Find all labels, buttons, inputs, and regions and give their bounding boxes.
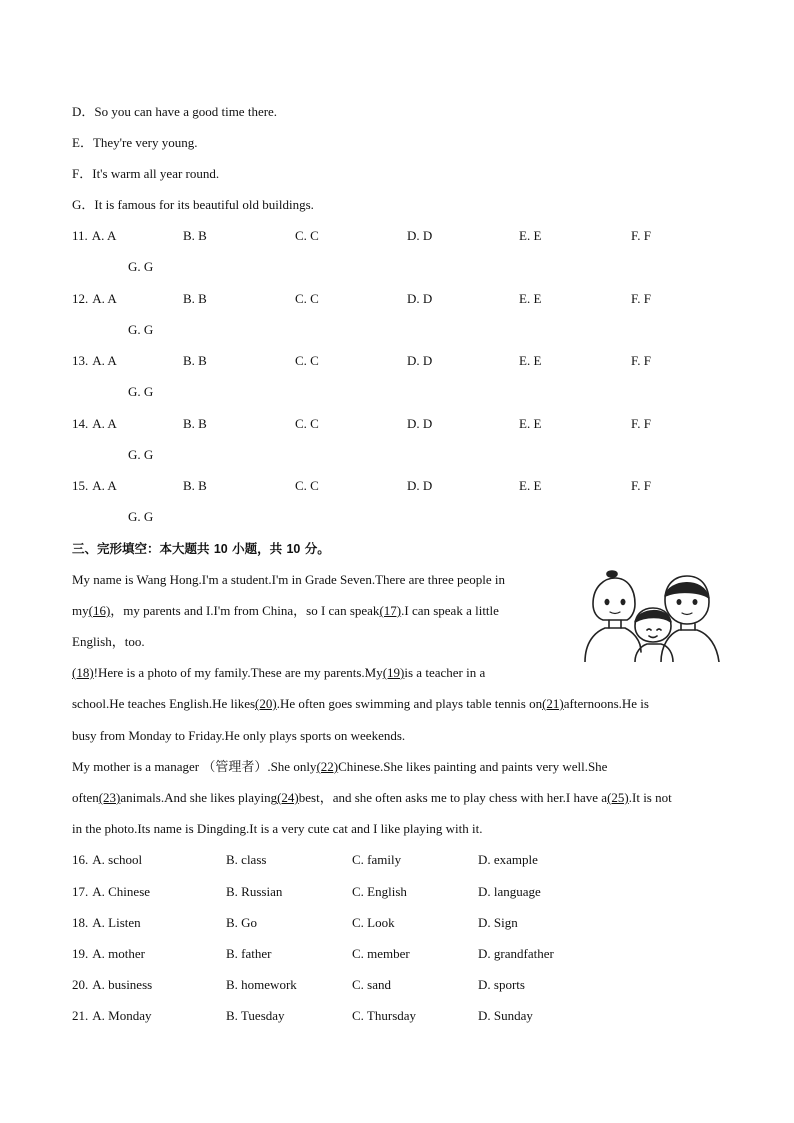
question-start [72, 946, 145, 962]
question-number: 13. [72, 353, 89, 368]
passage-text: .He often goes swimming and plays table tennis on [276, 696, 543, 711]
choice-option: C. Thursday [352, 1008, 417, 1023]
choice-option: F. F [631, 416, 651, 431]
choice-option: B. B [183, 353, 207, 368]
choice-option: D. D [407, 478, 433, 493]
matching-question-row [72, 353, 732, 369]
passage-text: !Here is a photo of my family.These are my parents.My [93, 665, 383, 680]
matching-question-row [72, 416, 732, 432]
option-letter: E． [72, 135, 93, 150]
cloze-question-row [72, 852, 732, 868]
option-d [72, 104, 277, 120]
choice-option: B. Go [226, 915, 258, 930]
choice-option: F. F [631, 291, 651, 306]
choice-option: C. C [295, 478, 319, 493]
choice-option: D. example [478, 852, 538, 867]
cloze-question-row [72, 977, 732, 993]
blank-19: (19) [382, 665, 405, 680]
passage-text: My mother is a manager （管理者）.She only [72, 759, 317, 774]
question-number: 14. [72, 416, 89, 431]
question-number: 12. [72, 291, 89, 306]
choice-option: B. class [226, 852, 267, 867]
choice-option: D. Sunday [478, 1008, 533, 1023]
blank-17: (17) [379, 603, 402, 618]
choice-option: C. sand [352, 977, 391, 992]
passage-text: my [72, 603, 89, 618]
question-number: 15. [72, 478, 89, 493]
option-f [72, 166, 219, 182]
passage-text: afternoons.He is [563, 696, 649, 711]
option-letter: G． [72, 197, 95, 212]
passage-line [72, 759, 607, 775]
question-number: 16. [72, 852, 89, 867]
option-text: It is famous for its beautiful old buildings. [94, 197, 314, 212]
choice-option: D. D [407, 291, 433, 306]
passage-text: ，my parents and I.I'm from China，so I can speak [110, 603, 380, 618]
choice-option: D. D [407, 228, 433, 243]
passage-line [72, 728, 405, 744]
passage-line [72, 821, 483, 837]
choice-option: D. language [478, 884, 541, 899]
blank-25: (25) [607, 790, 629, 805]
heading-number: 10 [213, 542, 228, 556]
passage-text: best，and she often asks me to play chess with her.I have a [298, 790, 608, 805]
choice-option: C. Look [352, 915, 395, 930]
passage-line [72, 572, 505, 588]
option-text: It's warm all year round. [92, 166, 220, 181]
option-g [72, 197, 314, 213]
heading-text: 小题，共 [227, 541, 287, 556]
choice-option-g: G. G [128, 259, 154, 274]
question-start [72, 884, 150, 900]
passage-line [72, 696, 649, 712]
choice-option: B. B [183, 416, 207, 431]
passage-text: My name is Wang Hong.I'm a student.I'm in Grade Seven.There are three people in [72, 572, 505, 587]
blank-21: (21) [542, 696, 564, 711]
passage-text: Chinese.She likes painting and paints very well.She [338, 759, 608, 774]
passage-text: .I can speak a little [401, 603, 499, 618]
choice-option: C. English [352, 884, 407, 899]
question-start [72, 291, 117, 307]
choice-option: E. E [519, 416, 542, 431]
choice-option: C. C [295, 228, 319, 243]
choice-option: C. C [295, 291, 319, 306]
passage-text: is a teacher in a [404, 665, 486, 680]
choice-option: B. Russian [226, 884, 283, 899]
question-start [72, 977, 152, 993]
blank-20: (20) [255, 696, 277, 711]
passage-line [72, 603, 499, 619]
question-start [72, 228, 116, 244]
choice-option: B. Tuesday [226, 1008, 285, 1023]
choice-option: A. A [92, 478, 117, 493]
choice-option: A. A [92, 416, 117, 431]
passage-text: English，too. [72, 634, 145, 649]
choice-option: C. C [295, 416, 319, 431]
choice-option: F. F [631, 353, 651, 368]
cloze-question-row [72, 915, 732, 931]
passage-text: in the photo.Its name is Dingding.It is a very cute cat and I like playing with it. [72, 821, 483, 836]
cloze-question-row [72, 1008, 732, 1024]
question-number: 11. [72, 228, 88, 243]
choice-option: A. Listen [92, 915, 141, 930]
option-text: So you can have a good time there. [94, 104, 278, 119]
choice-option: B. B [183, 478, 207, 493]
choice-option: D. sports [478, 977, 525, 992]
question-number: 18. [72, 915, 89, 930]
cloze-question-row [72, 884, 732, 900]
passage-text: animals.And she likes playing [120, 790, 278, 805]
choice-option: A. A [91, 228, 117, 243]
choice-option: E. E [519, 291, 542, 306]
blank-22: (22) [316, 759, 339, 774]
heading-number: 10 [286, 542, 301, 556]
blank-18: (18) [72, 665, 94, 680]
section-heading [72, 541, 330, 557]
blank-23: (23) [98, 790, 121, 805]
question-start [72, 353, 117, 369]
choice-option: A. business [92, 977, 153, 992]
choice-option: A. A [92, 353, 117, 368]
choice-option: D. D [407, 416, 433, 431]
passage-text: often [72, 790, 99, 805]
question-number: 20. [72, 977, 89, 992]
choice-option: A. Chinese [92, 884, 151, 899]
question-start [72, 852, 142, 868]
choice-option: F. F [631, 228, 651, 243]
matching-question-row [72, 228, 732, 244]
choice-option: A. school [92, 852, 143, 867]
choice-option: E. E [519, 353, 542, 368]
choice-option: C. C [295, 353, 319, 368]
choice-option: D. Sign [478, 915, 518, 930]
option-letter: F． [72, 166, 93, 181]
question-start [72, 915, 141, 931]
choice-option: B. father [226, 946, 272, 961]
blank-16: (16) [88, 603, 111, 618]
family-illustration [583, 570, 723, 662]
choice-option: C. member [352, 946, 410, 961]
question-number: 19. [72, 946, 89, 961]
choice-option: D. grandfather [478, 946, 554, 961]
passage-line [72, 790, 672, 806]
option-letter: D． [72, 104, 95, 119]
blank-24: (24) [277, 790, 299, 805]
choice-option: B. B [183, 228, 207, 243]
question-start [72, 478, 117, 494]
choice-option: E. E [519, 228, 542, 243]
choice-option-g: G. G [128, 384, 154, 399]
choice-option-g: G. G [128, 509, 154, 524]
option-e [72, 135, 197, 151]
passage-line [72, 634, 145, 650]
choice-option: D. D [407, 353, 433, 368]
matching-question-row [72, 291, 732, 307]
choice-option: A. mother [92, 946, 145, 961]
question-number: 17. [72, 884, 89, 899]
cloze-question-row [72, 946, 732, 962]
choice-option: E. E [519, 478, 542, 493]
choice-option: A. A [92, 291, 117, 306]
choice-option: B. homework [226, 977, 297, 992]
passage-text: busy from Monday to Friday.He only plays sports on weekends. [72, 728, 406, 743]
choice-option-g: G. G [128, 447, 154, 462]
choice-option: A. Monday [92, 1008, 152, 1023]
passage-text: school.He teaches English.He likes [72, 696, 256, 711]
choice-option-g: G. G [128, 322, 154, 337]
passage-line [72, 665, 485, 681]
question-start [72, 1008, 151, 1024]
question-start [72, 416, 117, 432]
passage-text: .It is not [628, 790, 672, 805]
option-text: They're very young. [92, 135, 198, 150]
heading-text: 分。 [300, 541, 330, 556]
choice-option: F. F [631, 478, 651, 493]
choice-option: B. B [183, 291, 207, 306]
choice-option: C. family [352, 852, 402, 867]
question-number: 21. [72, 1008, 89, 1023]
heading-text: 三、完形填空：本大题共 [72, 541, 214, 556]
matching-question-row [72, 478, 732, 494]
